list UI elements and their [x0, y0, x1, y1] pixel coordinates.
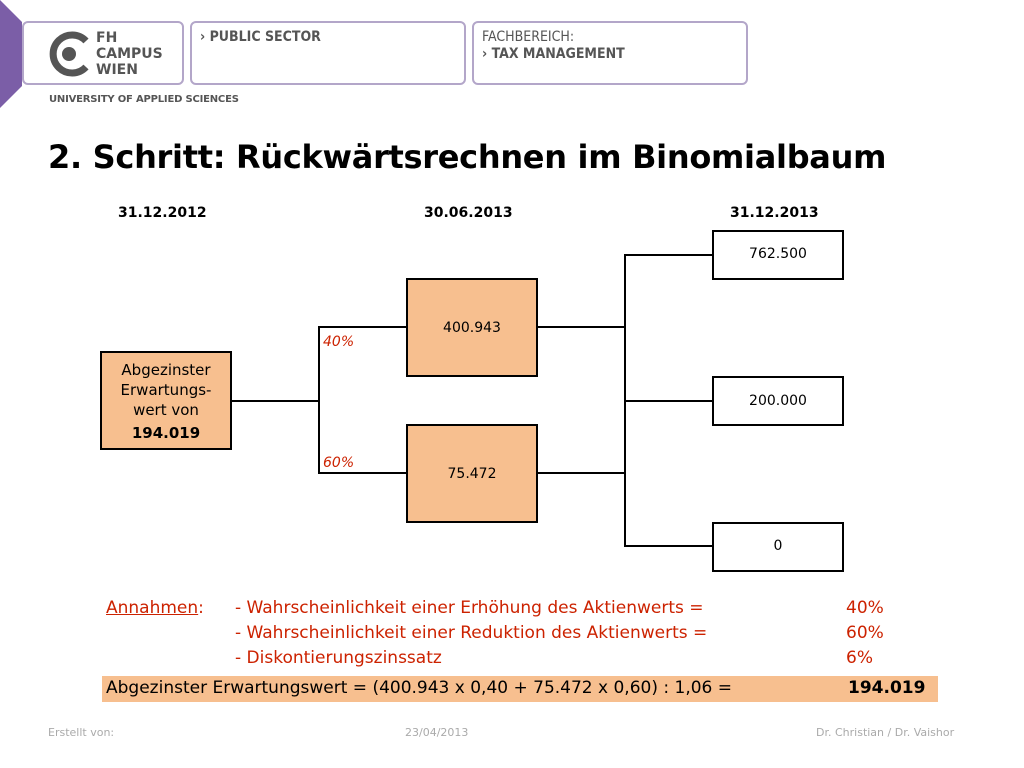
node-down — [406, 424, 538, 523]
fh-campus-logo-icon — [48, 31, 90, 77]
assumptions-colon: : — [198, 598, 204, 618]
root-node-line-2: Erwartungs- — [120, 381, 212, 399]
assumption-row-1-text: - Wahrscheinlichkeit einer Erhöhung des Aktienwerts = — [235, 598, 704, 618]
assumption-row-2-text: - Wahrscheinlichkeit einer Reduktion des Aktienwerts = — [235, 623, 708, 643]
connector-leaf-1 — [624, 254, 713, 256]
connector-down — [318, 472, 407, 474]
node-down-value: 75.472 — [447, 466, 497, 482]
prob-up-label: 40% — [323, 334, 355, 350]
leaf-node-3-value: 0 — [773, 538, 783, 554]
connector-root — [231, 400, 320, 402]
leaf-node-2-value: 200.000 — [749, 393, 807, 409]
connector-down-out — [536, 472, 626, 474]
formula-text: Abgezinster Erwartungswert = (400.943 x 0,40 + 75.472 x 0,60) : 1,06 = — [106, 678, 733, 698]
node-up — [406, 278, 538, 377]
public-sector-label: › PUBLIC SECTOR — [200, 29, 321, 45]
assumption-row-2-value: 60% — [846, 623, 884, 643]
prob-down-label: 60% — [323, 455, 355, 471]
page-title: 2. Schritt: Rückwärtsrechnen im Binomialbaum — [48, 138, 887, 176]
logo-line-fh: FH — [96, 30, 118, 46]
connector-up-out — [536, 326, 626, 328]
assumption-row-3-value: 6% — [846, 648, 873, 668]
logo-line-campus: CAMPUS — [96, 46, 163, 62]
leaf-node-1 — [712, 230, 844, 280]
leaf-node-3 — [712, 522, 844, 572]
date-label-2: 30.06.2013 — [424, 205, 513, 221]
footer-date: 23/04/2013 — [405, 726, 469, 739]
fachbereich-label: FACHBEREICH: — [482, 29, 575, 45]
logo-line-wien: WIEN — [96, 62, 138, 78]
connector-leaf-3 — [624, 545, 713, 547]
tax-management-label: › TAX MANAGEMENT — [482, 46, 625, 62]
leaf-node-2 — [712, 376, 844, 426]
logo-text — [96, 30, 163, 78]
assumption-row-1-value: 40% — [846, 598, 884, 618]
date-label-1: 31.12.2012 — [118, 205, 207, 221]
connector-split-1 — [318, 326, 320, 474]
root-node-line-3: wert von — [133, 401, 199, 419]
formula-bar — [102, 676, 938, 702]
formula-result: 194.019 — [848, 678, 926, 698]
assumptions-label: Annahmen — [106, 598, 199, 618]
connector-up — [318, 326, 407, 328]
assumption-row-3-text: - Diskontierungszinssatz — [235, 648, 442, 668]
root-node-line-1: Abgezinster — [121, 361, 211, 379]
footer-created-by: Erstellt von: — [48, 726, 115, 739]
date-label-3: 31.12.2013 — [730, 205, 819, 221]
leaf-node-1-value: 762.500 — [749, 246, 807, 262]
node-up-value: 400.943 — [443, 320, 501, 336]
root-node — [100, 351, 232, 450]
root-node-value: 194.019 — [131, 424, 201, 442]
logo-box — [22, 21, 184, 85]
connector-leaf-2 — [624, 400, 713, 402]
university-label: UNIVERSITY OF APPLIED SCIENCES — [49, 94, 239, 105]
tax-management-box — [472, 21, 748, 85]
assumptions-heading — [106, 598, 204, 618]
footer-authors: Dr. Christian / Dr. Vaishor — [816, 726, 955, 739]
public-sector-box — [190, 21, 466, 85]
